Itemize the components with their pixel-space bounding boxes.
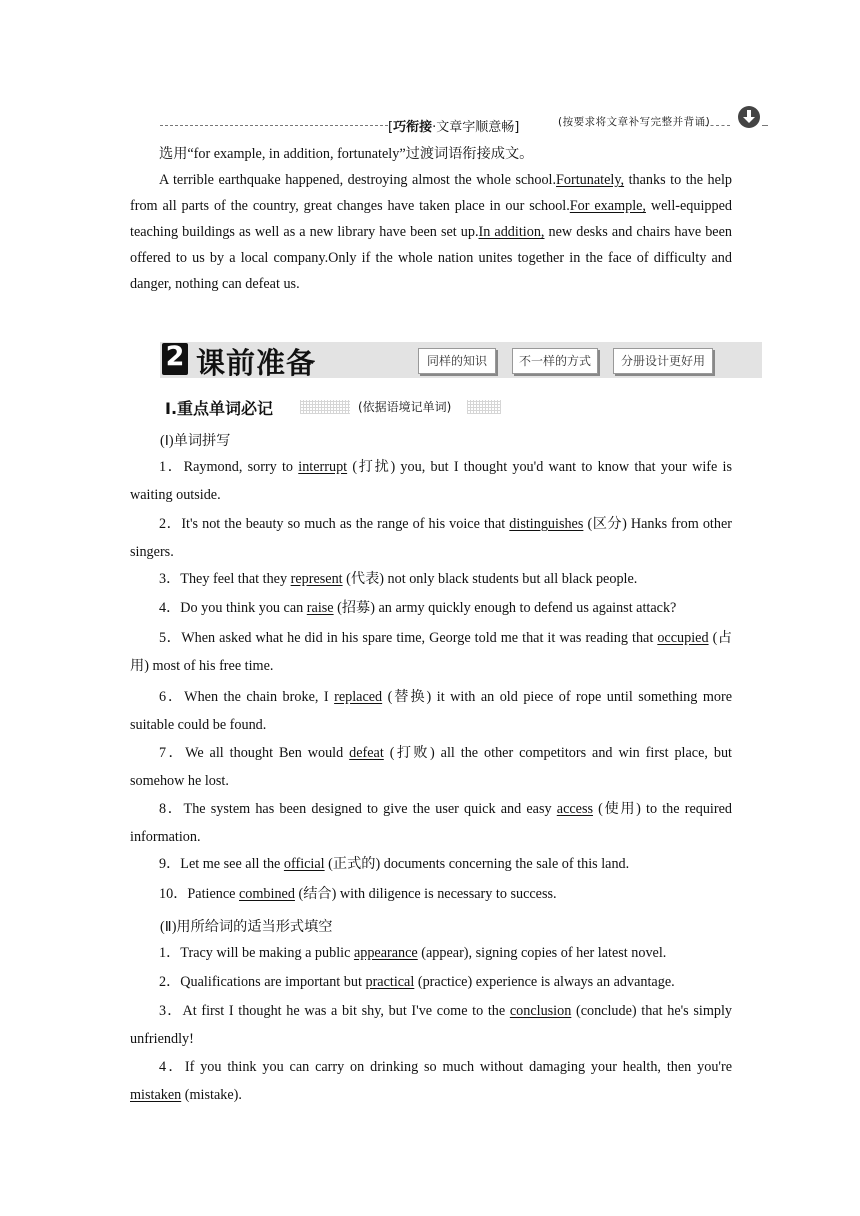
part2-title: (Ⅱ)用所给词的适当形式填空 xyxy=(160,919,333,935)
answer-blank: combined xyxy=(239,886,295,902)
item-text: The system has been designed to give the user quick and easy xyxy=(183,801,557,817)
banner-tag: 分册设计更好用 xyxy=(613,348,713,374)
item-text: (招募) an army quickly enough to defend us against attack? xyxy=(333,600,677,616)
arrow-down-icon[interactable] xyxy=(738,106,760,128)
item-text: Tracy will be making a public xyxy=(180,945,354,961)
item-text: We all thought Ben would xyxy=(185,745,350,761)
item-number: 2． xyxy=(159,516,182,532)
item-number: 8． xyxy=(159,801,184,817)
item-number: 4． xyxy=(159,1059,185,1075)
dot-pattern xyxy=(300,400,350,414)
transition-title-bold: 巧衔接 xyxy=(393,120,433,135)
item-text: When the chain broke, I xyxy=(184,689,335,705)
dot-pattern xyxy=(467,400,501,414)
item-number: 2． xyxy=(159,974,181,990)
item-text: If you think you can carry on drinking so much without damaging your health, then you're xyxy=(184,1059,732,1075)
list-item xyxy=(130,624,732,680)
answer-blank: appearance xyxy=(353,945,418,961)
list-item xyxy=(130,850,732,878)
transition-instruction: 选用“for example, in addition, fortunately”过渡词语衔接成文。 xyxy=(159,146,534,162)
transition-note: (按要求将文章补写完整并背诵) xyxy=(558,116,711,128)
item-text: Raymond, sorry to xyxy=(183,459,299,475)
answer-blank: mistaken xyxy=(130,1087,182,1103)
item-text: (占用) most of his free time. xyxy=(130,630,732,674)
section-hint: (依据语境记单词) xyxy=(358,400,452,414)
item-text: (结合) with diligence is necessary to success. xyxy=(294,886,557,902)
list-item xyxy=(130,594,732,622)
banner-title: 课前准备 xyxy=(196,346,317,380)
item-text: When asked what he did in his spare time, George told me that it was reading that xyxy=(181,630,658,646)
item-text: (mistake). xyxy=(181,1087,242,1103)
divider xyxy=(160,125,388,126)
item-number: 7． xyxy=(159,745,186,761)
transition-title-rest: ·文章字顺意畅] xyxy=(432,120,520,135)
item-text: Let me see all the xyxy=(180,856,284,872)
transition-header xyxy=(160,112,766,138)
list-item xyxy=(130,939,732,967)
answer-blank: practical xyxy=(365,974,415,990)
item-text: (代表) not only black students but all black people. xyxy=(342,571,638,587)
banner-tag: 同样的知识 xyxy=(418,348,496,374)
item-text: (practice) experience is always an advantage. xyxy=(414,974,675,990)
item-text: (替换) it with an old piece of rope until something more suitable could be found. xyxy=(130,689,732,733)
item-text: Patience xyxy=(187,886,239,902)
part1-title: (Ⅰ)单词拼写 xyxy=(160,433,231,449)
banner-tag: 不一样的方式 xyxy=(512,348,598,374)
item-number: 9． xyxy=(159,856,181,872)
answer-blank: raise xyxy=(306,600,334,616)
list-item xyxy=(130,968,732,996)
answer-blank: conclusion xyxy=(509,1003,572,1019)
answer-blank: Fortunately, xyxy=(556,172,625,188)
answer-blank: For example, xyxy=(569,198,646,214)
answer-blank: represent xyxy=(290,571,343,587)
item-text: (打败) all the other competitors and win first place, but somehow he lost. xyxy=(130,745,732,789)
answer-blank: interrupt xyxy=(298,459,348,475)
divider xyxy=(762,125,768,126)
answer-blank: official xyxy=(283,856,325,872)
section-banner xyxy=(160,342,762,378)
item-number: 10． xyxy=(159,886,188,902)
list-item xyxy=(130,510,732,566)
list-item xyxy=(130,565,732,593)
list-item xyxy=(130,880,732,908)
section-title-text: Ⅰ.重点单词必记 xyxy=(165,399,274,418)
item-text: Do you think you can xyxy=(180,600,307,616)
item-text: (正式的) documents concerning the sale of this land. xyxy=(324,856,630,872)
section-number: 2 xyxy=(165,341,185,372)
item-text: (conclude) that he's simply unfriendly! xyxy=(130,1003,732,1047)
item-number: 3． xyxy=(159,571,181,587)
item-number: 4． xyxy=(159,600,181,616)
item-text: At first I thought he was a bit shy, but I've come to the xyxy=(182,1003,510,1019)
item-text: (区分) Hanks from other singers. xyxy=(130,516,732,560)
bracket: [ xyxy=(388,120,394,135)
list-item xyxy=(130,1053,732,1109)
item-number: 1． xyxy=(159,945,181,961)
answer-blank: replaced xyxy=(334,689,383,705)
item-number: 1． xyxy=(159,459,184,475)
list-item xyxy=(130,739,732,795)
item-text: (appear), signing copies of her latest novel. xyxy=(417,945,667,961)
list-item xyxy=(130,997,732,1053)
transition-passage: A terrible earthquake happened, destroying almost the whole school.Fortunately, thanks to the help from all parts of the country, great changes have taken place in our school.For example, well-equipped teaching buildings as well as a new library have been set up.In addition, new desks and chairs have been offered to us by a local company.Only if the whole nation unites together in the face of difficulty and danger, nothing can defeat us. xyxy=(130,172,733,292)
transition-title xyxy=(388,116,519,135)
answer-blank: occupied xyxy=(657,630,709,646)
answer-blank: access xyxy=(556,801,593,817)
answer-blank: In addition, xyxy=(478,224,545,240)
item-number: 6． xyxy=(159,689,185,705)
item-number: 5． xyxy=(159,630,182,646)
list-item xyxy=(130,683,732,739)
item-text: (使用) to the required information. xyxy=(130,801,732,845)
item-text: It's not the beauty so much as the range of his voice that xyxy=(181,516,510,532)
list-item xyxy=(130,453,732,509)
item-text: (打扰) you, but I thought you'd want to know that your wife is waiting outside. xyxy=(130,459,732,503)
item-number: 3． xyxy=(159,1003,183,1019)
answer-blank: defeat xyxy=(349,745,384,761)
item-text: Qualifications are important but xyxy=(180,974,366,990)
list-item xyxy=(130,795,732,851)
item-text: They feel that they xyxy=(180,571,291,587)
answer-blank: distinguishes xyxy=(509,516,584,532)
